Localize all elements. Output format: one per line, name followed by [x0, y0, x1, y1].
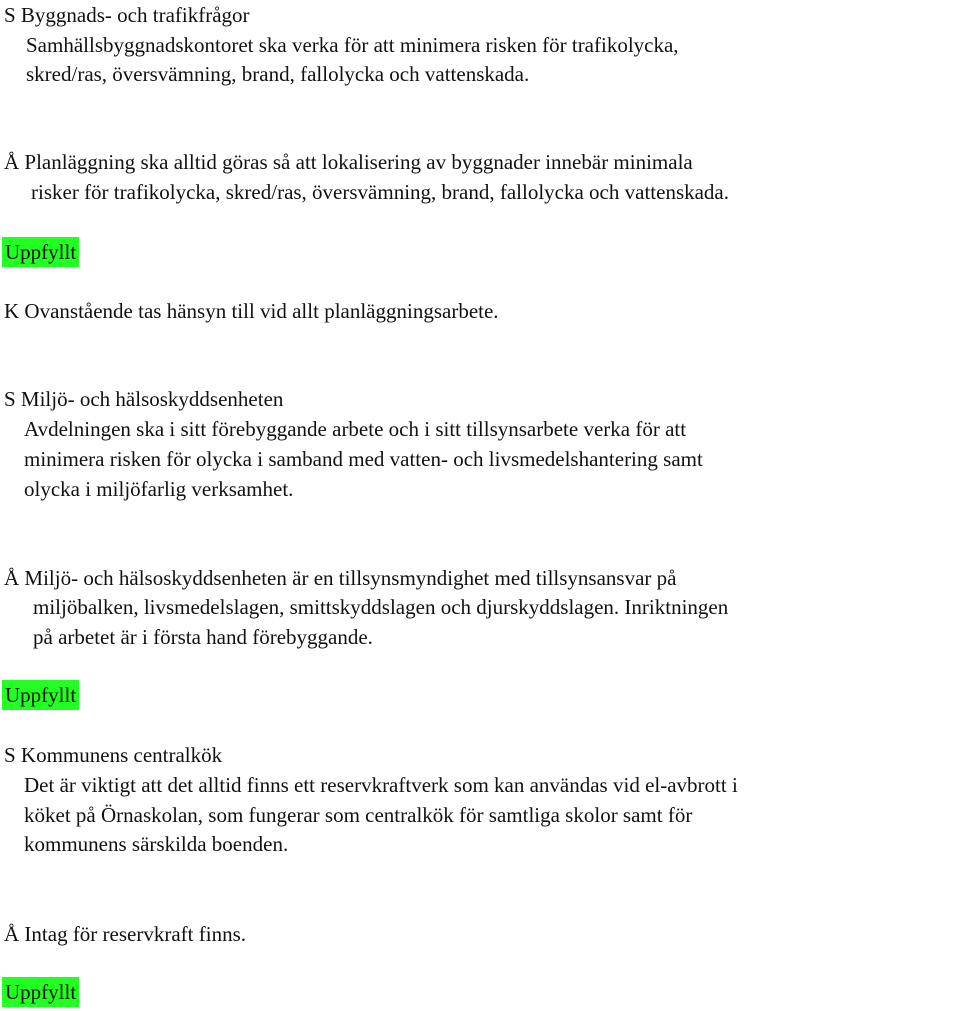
section-heading: S Byggnads- och trafikfrågor [4, 3, 250, 27]
measure-line: miljöbalken, livsmedelslagen, smittskyddslagen och djurskyddslagen. Inriktningen [33, 595, 729, 619]
section-body-line: skred/ras, översvämning, brand, fallolycka och vattenskada. [26, 62, 530, 86]
status-badge: Uppfyllt [2, 237, 79, 267]
section-heading: S Kommunens centralkök [4, 743, 223, 767]
measure-line: Å Planläggning ska alltid göras så att lokalisering av byggnader innebär minimala [4, 150, 693, 174]
section-heading: S Miljö- och hälsoskyddsenheten [4, 387, 284, 411]
section-body-line: olycka i miljöfarlig verksamhet. [24, 477, 294, 501]
section-body-line: Det är viktigt att det alltid finns ett reservkraftverk som kan användas vid el-avbrott i [24, 773, 738, 797]
status-badge: Uppfyllt [2, 680, 79, 710]
measure-line: på arbetet är i första hand förebyggande. [33, 625, 373, 649]
section-body-line: Avdelningen ska i sitt förebyggande arbete och i sitt tillsynsarbete verka för att [24, 417, 687, 441]
section-body-line: köket på Örnaskolan, som fungerar som centralkök för samtliga skolor samt för [24, 803, 693, 827]
section-body-line: Samhällsbyggnadskontoret ska verka för att minimera risken för trafikolycka, [26, 33, 679, 57]
comment-line: K Ovanstående tas hänsyn till vid allt planläggningsarbete. [4, 299, 499, 323]
section-body-line: kommunens särskilda boenden. [24, 832, 289, 856]
measure-line: risker för trafikolycka, skred/ras, översvämning, brand, fallolycka och vattenskada. [31, 180, 730, 204]
section-body-line: minimera risken för olycka i samband med vatten- och livsmedelshantering samt [24, 447, 703, 471]
measure-line: Å Intag för reservkraft finns. [4, 922, 246, 946]
measure-line: Å Miljö- och hälsoskyddsenheten är en tillsynsmyndighet med tillsynsansvar på [4, 566, 677, 590]
status-badge: Uppfyllt [2, 977, 79, 1007]
